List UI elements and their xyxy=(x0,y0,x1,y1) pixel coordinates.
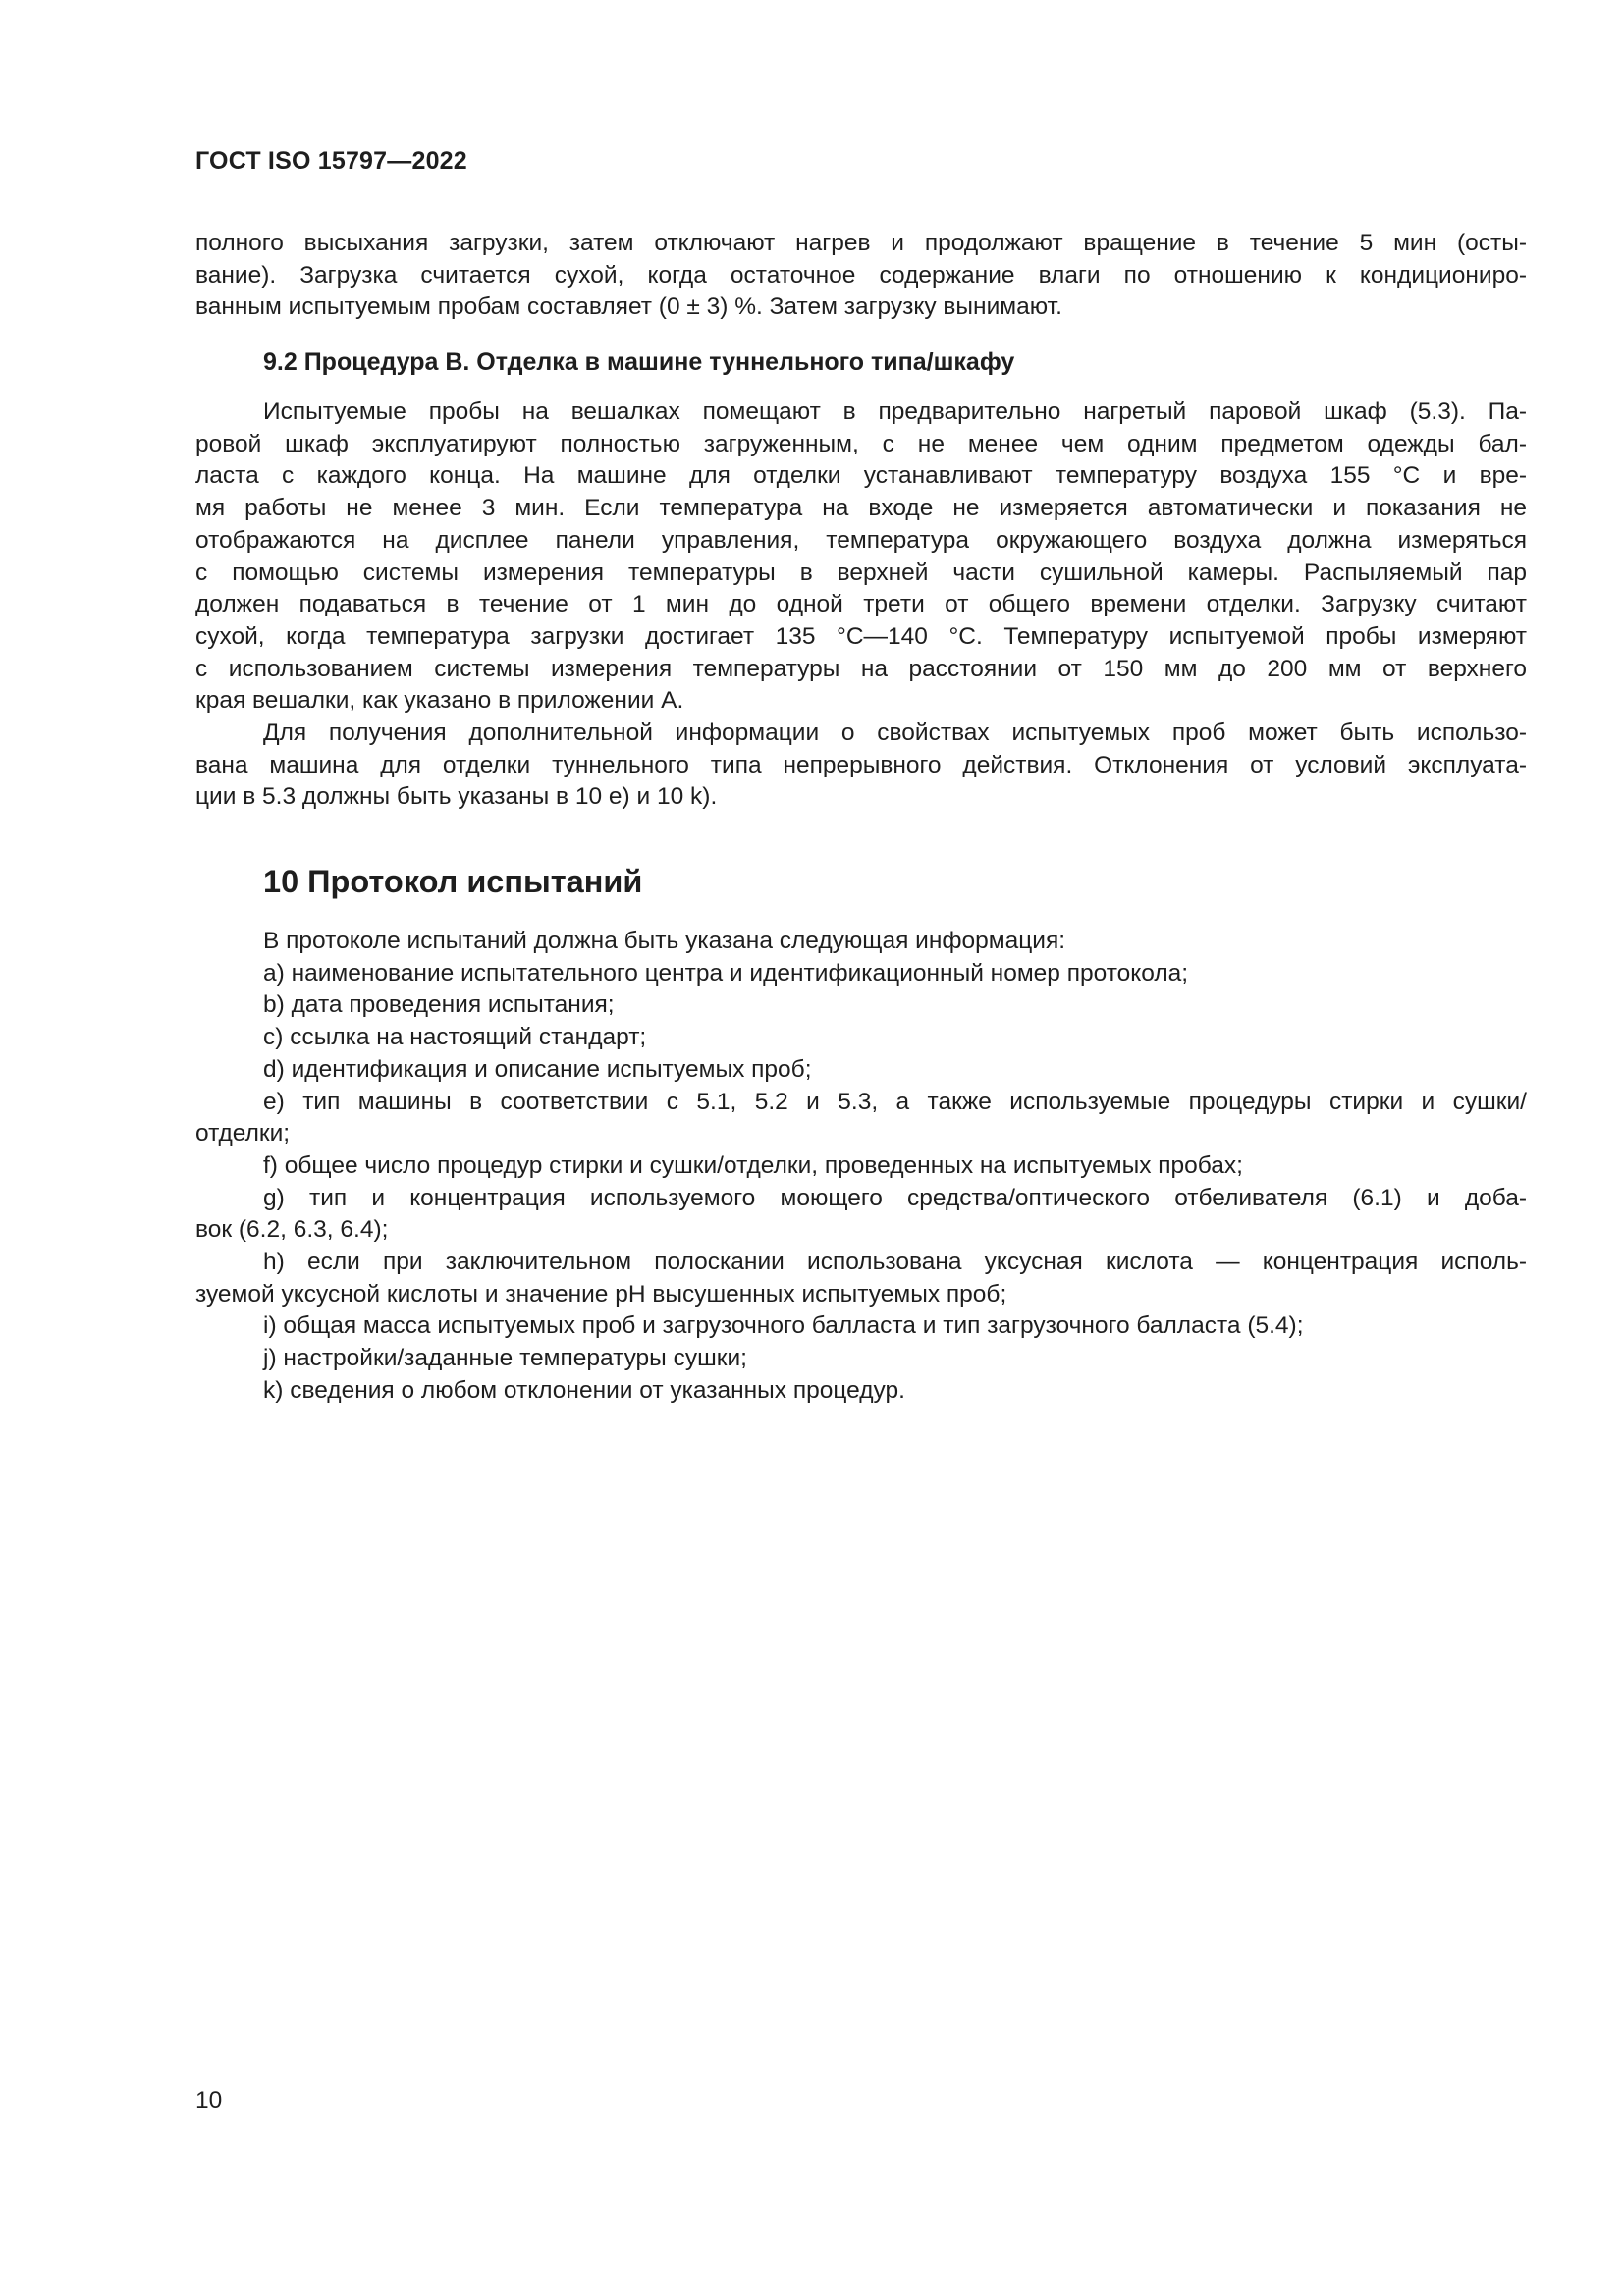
list-item: k) сведения о любом отклонении от указанных процедур. xyxy=(263,1376,905,1404)
paragraph-line: должен подаваться в течение от 1 мин до одной трети от общего времени отделки. Загрузку считают xyxy=(195,591,1527,618)
list-item-continuation: отделки; xyxy=(195,1120,291,1148)
section-intro: В протоколе испытаний должна быть указана следующая информация: xyxy=(263,928,1066,954)
list-item: i) общая масса испытуемых проб и загрузочного балласта и тип загрузочного балласта (5.4); xyxy=(263,1312,1304,1340)
paragraph-line: ванным испытуемым пробам составляет (0 ± 3) %. Затем загрузку вынимают. xyxy=(195,294,1062,321)
paragraph-line: с использованием системы измерения температуры на расстоянии от 150 мм до 200 мм от верхнего xyxy=(195,655,1527,682)
paragraph-line: отображаются на дисплее панели управления, температура окружающего воздуха должна измеряться xyxy=(195,526,1527,554)
list-item: b) дата проведения испытания; xyxy=(263,991,615,1019)
list-item: g) тип и концентрация используемого моющего средства/оптического отбеливателя (6.1) и доба- xyxy=(263,1184,1527,1211)
paragraph-line: ции в 5.3 должны быть указаны в 10 е) и 10 k). xyxy=(195,783,718,811)
continuation-paragraph xyxy=(195,228,1527,324)
paragraph-line: Испытуемые пробы на вешалках помещают в предварительно нагретый паровой шкаф (5.3). Па- xyxy=(263,399,1527,425)
list-item: с) ссылка на настоящий стандарт; xyxy=(263,1024,647,1051)
report-requirements xyxy=(195,926,1527,1408)
list-item-continuation: зуемой уксусной кислоты и значение pH высушенных испытуемых проб; xyxy=(195,1280,1007,1308)
subsection-paragraph-2 xyxy=(195,718,1527,814)
paragraph-line: ровой шкаф эксплуатируют полностью загруженным, с не менее чем одним предметом одежды бал- xyxy=(195,430,1527,457)
list-item-continuation: вок (6.2, 6.3, 6.4); xyxy=(195,1216,389,1244)
paragraph-line: края вешалки, как указано в приложении А. xyxy=(195,687,684,715)
paragraph-line: полного высыхания загрузки, затем отключают нагрев и продолжают вращение в течение 5 мин (осты- xyxy=(195,230,1527,256)
page-number: 10 xyxy=(195,2087,223,2113)
paragraph-line: мя работы не менее 3 мин. Если температура на входе не измеряется автоматически и показания не xyxy=(195,495,1527,522)
paragraph-line: сухой, когда температура загрузки достигает 135 °С—140 °С. Температуру испытуемой пробы измеряют xyxy=(195,622,1527,650)
subsection-paragraph-1 xyxy=(195,397,1527,718)
list-item: j) настройки/заданные температуры сушки; xyxy=(263,1345,747,1372)
list-item: d) идентификация и описание испытуемых проб; xyxy=(263,1055,812,1083)
list-item: е) тип машины в соответствии с 5.1, 5.2 и 5.3, а также используемые процедуры стирки и сушки/ xyxy=(263,1088,1527,1115)
paragraph-line: ласта с каждого конца. На машине для отделки устанавливают температуру воздуха 155 °С и вре- xyxy=(195,462,1527,490)
paragraph-line: Для получения дополнительной информации о свойствах испытуемых проб может быть использо- xyxy=(263,720,1527,746)
list-item: f) общее число процедур стирки и сушки/отделки, проведенных на испытуемых пробах; xyxy=(263,1151,1243,1179)
paragraph-line: вана машина для отделки туннельного типа непрерывного действия. Отклонения от условий эксплуата- xyxy=(195,751,1527,778)
list-item: а) наименование испытательного центра и идентификационный номер протокола; xyxy=(263,959,1189,987)
subsection-title: 9.2 Процедура В. Отделка в машине туннельного типа/шкафу xyxy=(263,348,1015,376)
section-title: 10 Протокол испытаний xyxy=(263,864,643,899)
paragraph-line: вание). Загрузка считается сухой, когда остаточное содержание влаги по отношению к кондициониро- xyxy=(195,261,1527,289)
document-header: ГОСТ ISO 15797—2022 xyxy=(195,147,467,175)
list-item: h) если при заключительном полоскании использована уксусная кислота — концентрация исполь- xyxy=(263,1249,1527,1276)
paragraph-line: с помощью системы измерения температуры в верхней части сушильной камеры. Распыляемый пар xyxy=(195,559,1527,586)
